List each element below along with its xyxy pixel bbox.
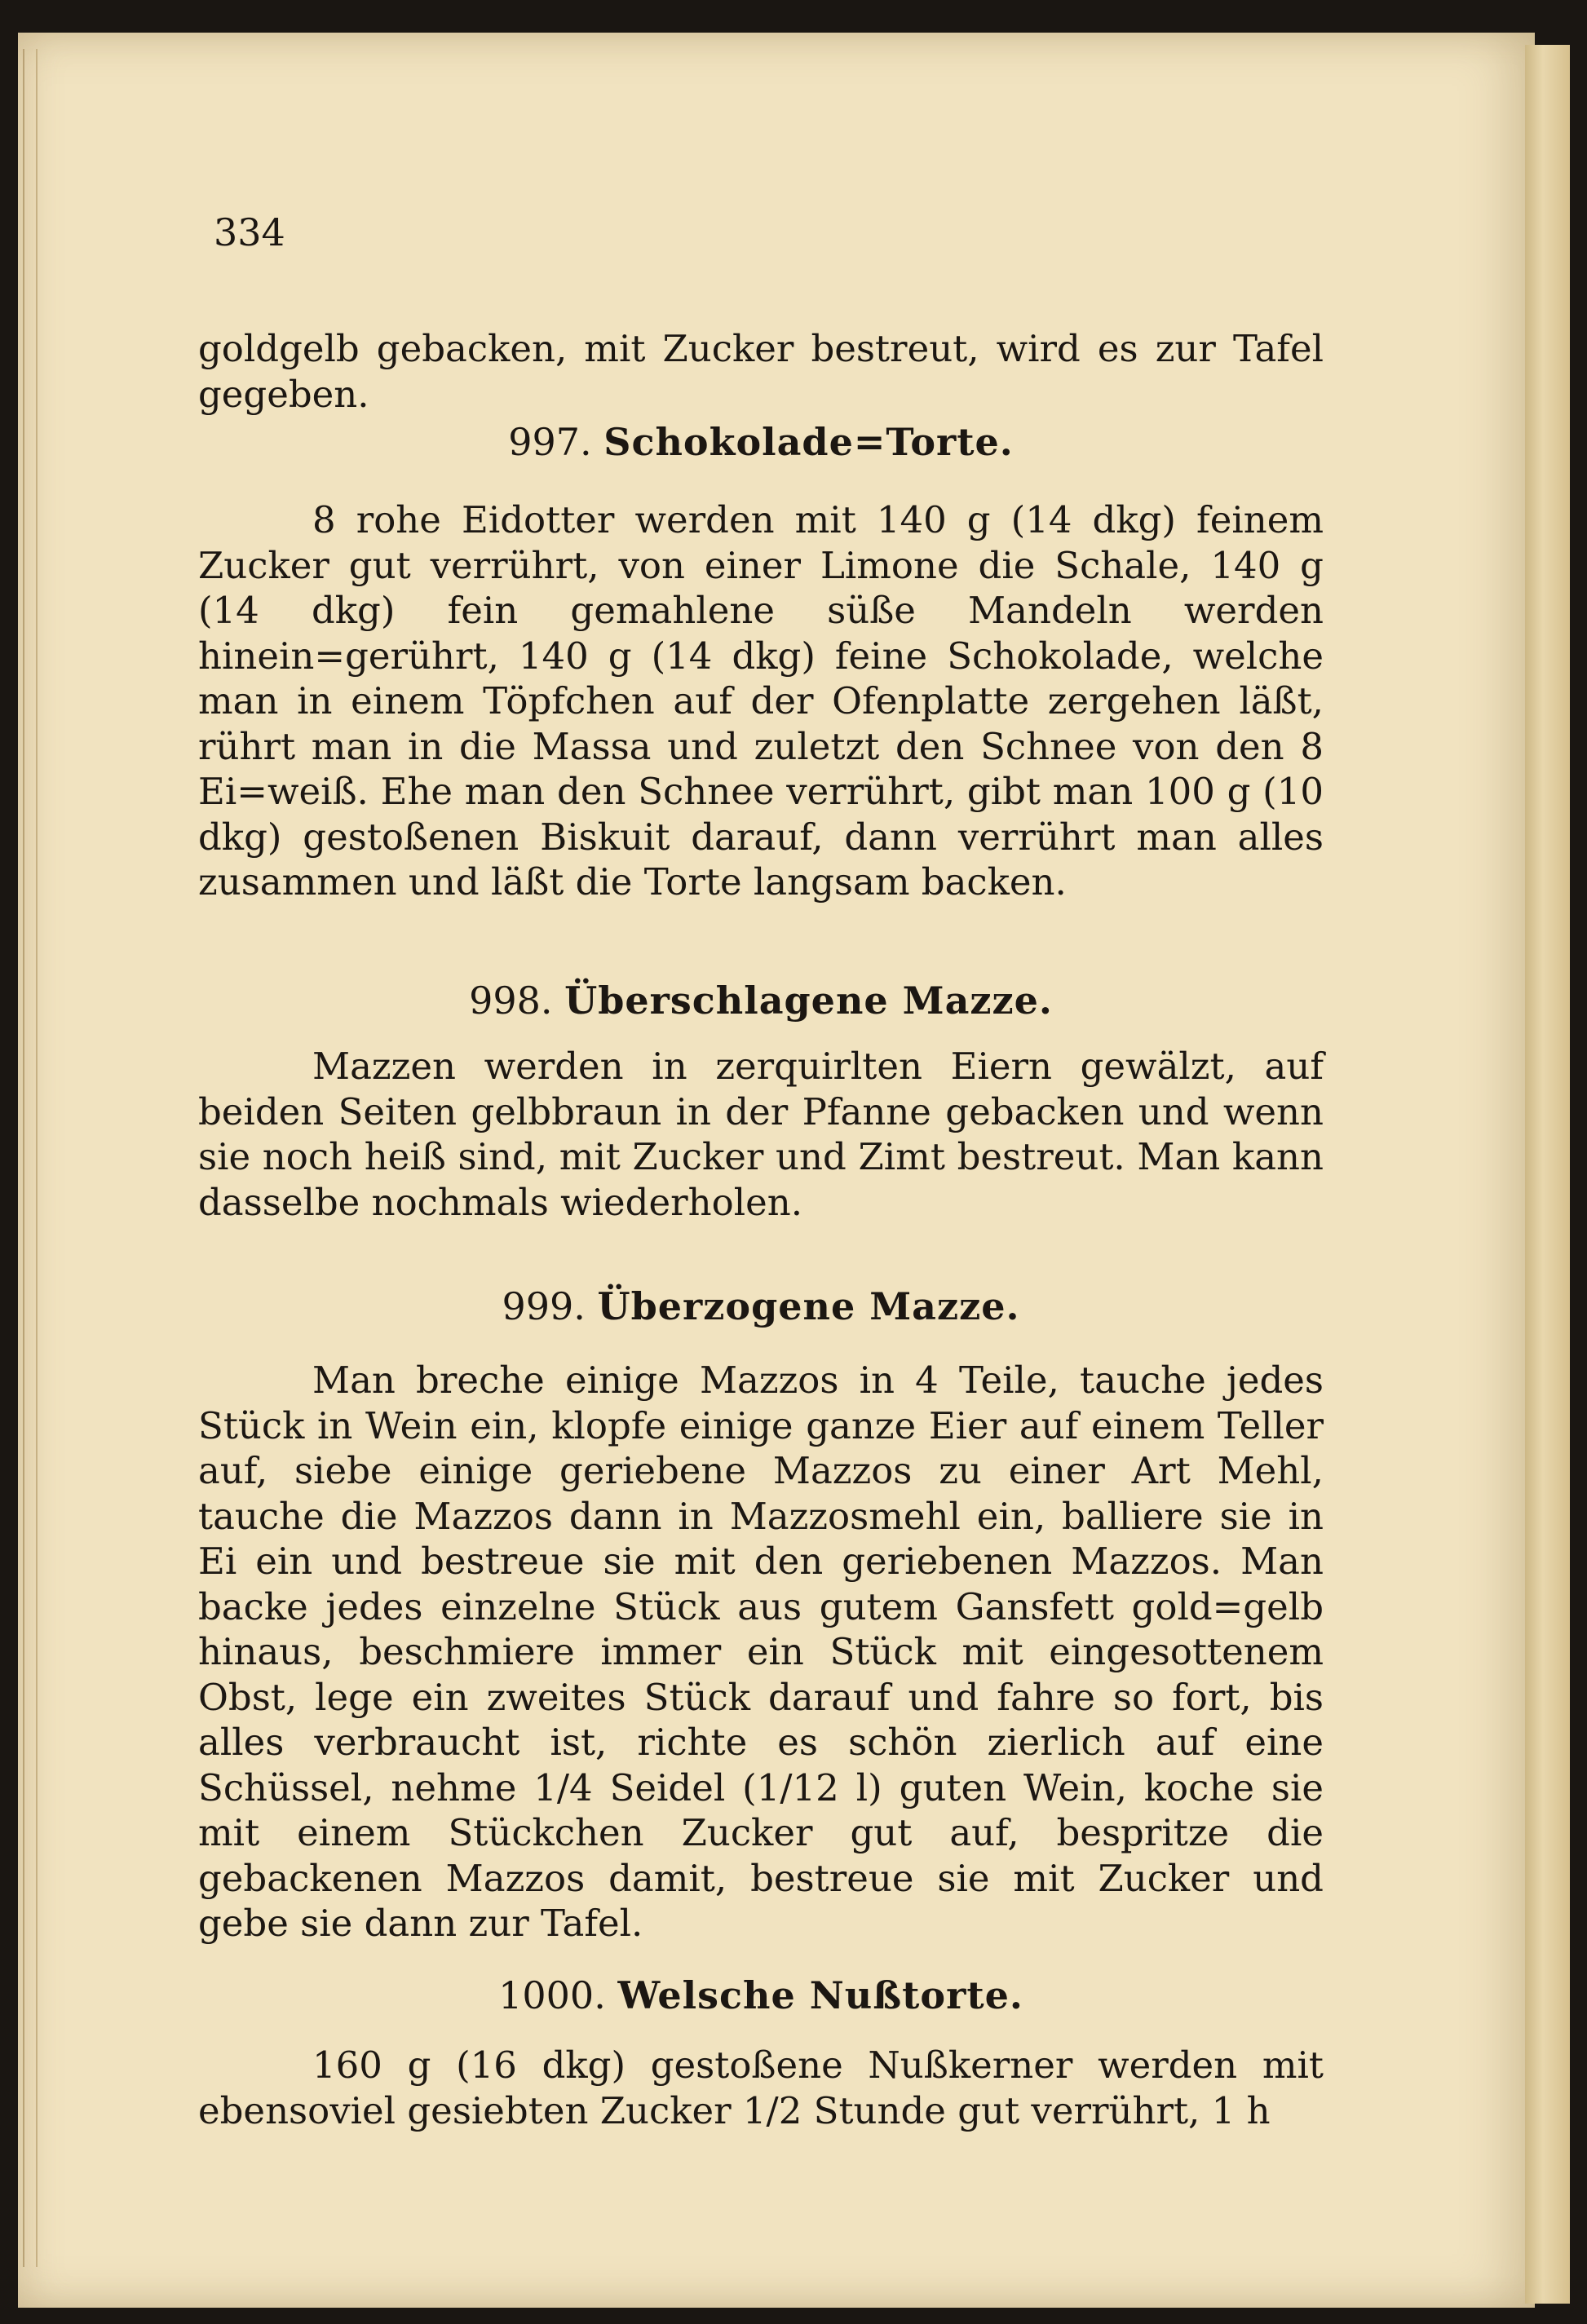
recipe-heading-998 — [198, 979, 1324, 1023]
page-spine — [23, 49, 38, 2267]
recipe-title: Welsche Nußtorte. — [617, 1973, 1023, 2017]
recipe-text-999: Man breche einige Mazzos in 4 Teile, tauche jedes Stück in Wein ein, klopfe einige ganze Eier auf einem Teller auf, siebe einige geriebene Mazzos zu einer Art Mehl, tauche die Mazzos dann in Mazzosmehl ein, balliere sie in Ei ein und bestreue sie mit den geriebenen Mazzos. Man backe jedes einzelne Stück aus gutem Gansfett gold=gelb hinaus, beschmiere immer ein Stück mit eingesottenem Obst, lege ein zweites Stück darauf und fahre so fort, bis alles verbraucht ist, richte es schön zierlich auf eine Schüssel, nehme 1/4 Seidel (1/12 l) guten Wein, koche sie mit einem Stückchen Zucker gut auf, bespritze die gebackenen Mazzos damit, bestreue sie mit Zucker und gebe sie dann zur Tafel. — [198, 1359, 1324, 1945]
recipe-heading-997 — [198, 420, 1324, 464]
recipe-heading-999 — [198, 1284, 1324, 1328]
page-edge — [1525, 45, 1570, 2304]
recipe-text-998: Mazzen werden in zerquirlten Eiern gewälzt, auf beiden Seiten gelbbraun in der Pfanne gebacken und wenn sie noch heiß sind, mit Zucker und Zimt bestreut. Man kann dasselbe nochmals wiederholen. — [198, 1045, 1324, 1224]
recipe-number: 998. — [469, 979, 553, 1023]
recipe-title: Überschlagene Mazze. — [564, 979, 1053, 1023]
recipe-title: Schokolade=Torte. — [603, 420, 1014, 464]
recipe-heading-1000 — [198, 1973, 1324, 2017]
page-number: 334 — [214, 210, 285, 254]
recipe-text-1000: 160 g (16 dkg) gestoßene Nußkerner werden mit ebensoviel gesiebten Zucker 1/2 Stunde gut verrührt, 1 h — [198, 2043, 1324, 2132]
recipe-number: 997. — [508, 420, 592, 464]
recipe-number: 1000. — [498, 1973, 606, 2017]
recipe-number: 999. — [502, 1284, 586, 1328]
recipe-text-997: 8 rohe Eidotter werden mit 140 g (14 dkg) feinem Zucker gut verrührt, von einer Limone die Schale, 140 g (14 dkg) fein gemahlene süße Mandeln werden hinein=gerührt, 140 g (14 dkg) feine Schokolade, welche man in einem Töpfchen auf der Ofenplatte zergehen läßt, rührt man in die Massa und zuletzt den Schnee von den 8 Ei=weiß. Ehe man den Schnee verrührt, gibt man 100 g (10 dkg) gestoßenen Biskuit darauf, dann verrührt man alles zusammen und läßt die Torte langsam backen. — [198, 498, 1324, 904]
intro-paragraph: goldgelb gebacken, mit Zucker bestreut, wird es zur Tafel gegeben. — [198, 327, 1324, 416]
recipe-title: Überzogene Mazze. — [597, 1284, 1020, 1328]
